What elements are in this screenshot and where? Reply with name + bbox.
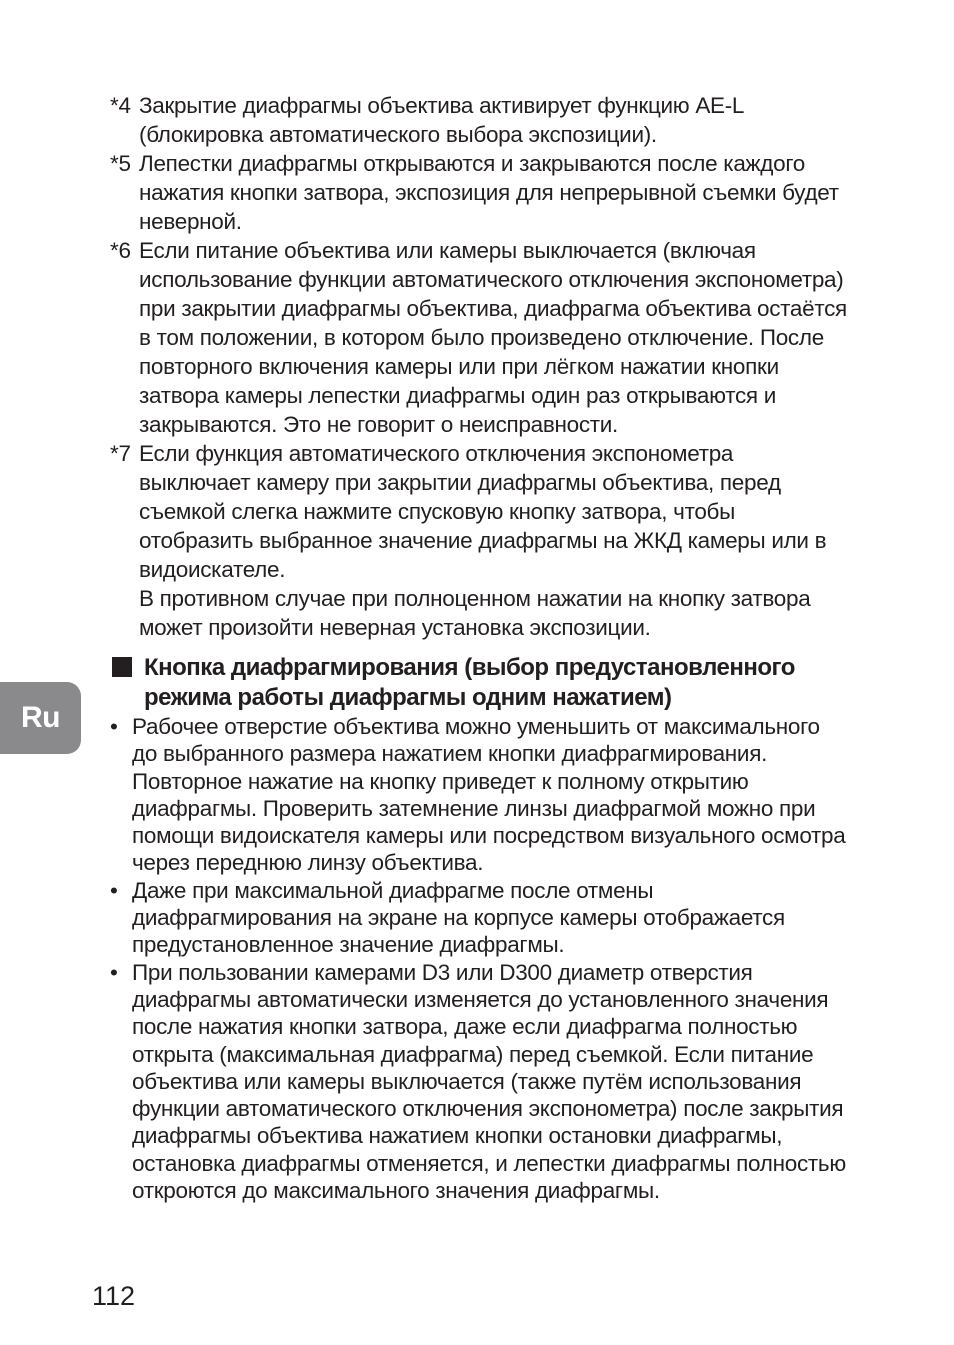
section-heading-text: Кнопка диафрагмирования (выбор предустановленного режима работы диафрагмы одним нажатием) <box>144 654 795 711</box>
footnote-text: Лепестки диафрагмы открываются и закрываются после каждого нажатия кнопки затвора, экспозиция для непрерывной съемки будет неверной. <box>139 151 839 234</box>
footnote-5 <box>110 149 850 236</box>
page-number: 112 <box>92 1281 136 1311</box>
list-item <box>110 713 850 877</box>
footnote-mark: *6 <box>110 238 131 263</box>
bullet-dot-icon: • <box>110 714 118 739</box>
page-content <box>110 91 850 1204</box>
bullet-list <box>110 713 850 1204</box>
language-tab: Ru <box>0 682 81 754</box>
footnote-mark: *7 <box>110 441 131 466</box>
bullet-dot-icon: • <box>110 877 118 903</box>
square-bullet-icon <box>112 657 132 677</box>
footnote-text: Если питание объектива или камеры выключается (включая использование функции автоматического отключения экспонометра) при закрытии диафрагмы объектива, диафрагма объектива остаётся в том положении, в котором было произведено отключение. После повторного включения камеры или при лёгком нажатии кнопки затвора камеры лепестки диафрагмы один раз открываются и закрываются. Это не говорит о неисправности. <box>139 238 847 437</box>
list-item <box>110 877 850 959</box>
list-item-text: При пользовании камерами D3 или D300 диаметр отверстия диафрагмы автоматически изменяется до установленного значения после нажатия кнопки затвора, даже если диафрагма полностью открыта (максимальная диафрагма) перед съемкой. Если питание объектива или камеры выключается (также путём использования функции автоматического отключения экспонометра) после закрытия диафрагмы объектива нажатием кнопки остановки диафрагмы, остановка диафрагмы отменяется, и лепестки диафрагмы полностью откроются до максимального значения диафрагмы. <box>132 959 846 1204</box>
footnote-mark: *5 <box>110 151 131 176</box>
list-item-text: Рабочее отверстие объектива можно уменьшить от максимального до выбранного размера нажатием кнопки диафрагмирования. Повторное нажатие на кнопку приведет к полному открытию диафрагмы. Проверить затемнение линзы диафрагмой можно при помощи видоискателя камеры или посредством визуального осмотра через переднюю линзу объектива. <box>132 714 846 876</box>
footnote-mark: *4 <box>110 93 131 118</box>
footnote-text: Если функция автоматического отключения экспонометра выключает камеру при закрытии диафрагмы объектива, перед съемкой слегка нажмите спусковую кнопку затвора, чтобы отобразить выбранное значение диафрагмы на ЖКД камеры или в видоискателе. <box>139 441 827 582</box>
list-item <box>110 959 850 1205</box>
footnote-7 <box>110 439 850 642</box>
list-item-text: Даже при максимальной диафрагме после отмены диафрагмирования на экране на корпусе камеры отображается предустановленное значение диафрагмы. <box>132 877 785 958</box>
footnote-6 <box>110 236 850 439</box>
footnote-text: Закрытие диафрагмы объектива активирует функцию AE-L (блокировка автоматического выбора экспозиции). <box>139 93 744 147</box>
footnote-4 <box>110 91 850 149</box>
footnote-extra-text: В противном случае при полноценном нажатии на кнопку затвора может произойти неверная установка экспозиции. <box>139 586 811 640</box>
bullet-dot-icon: • <box>110 959 118 985</box>
section-heading <box>110 653 850 713</box>
